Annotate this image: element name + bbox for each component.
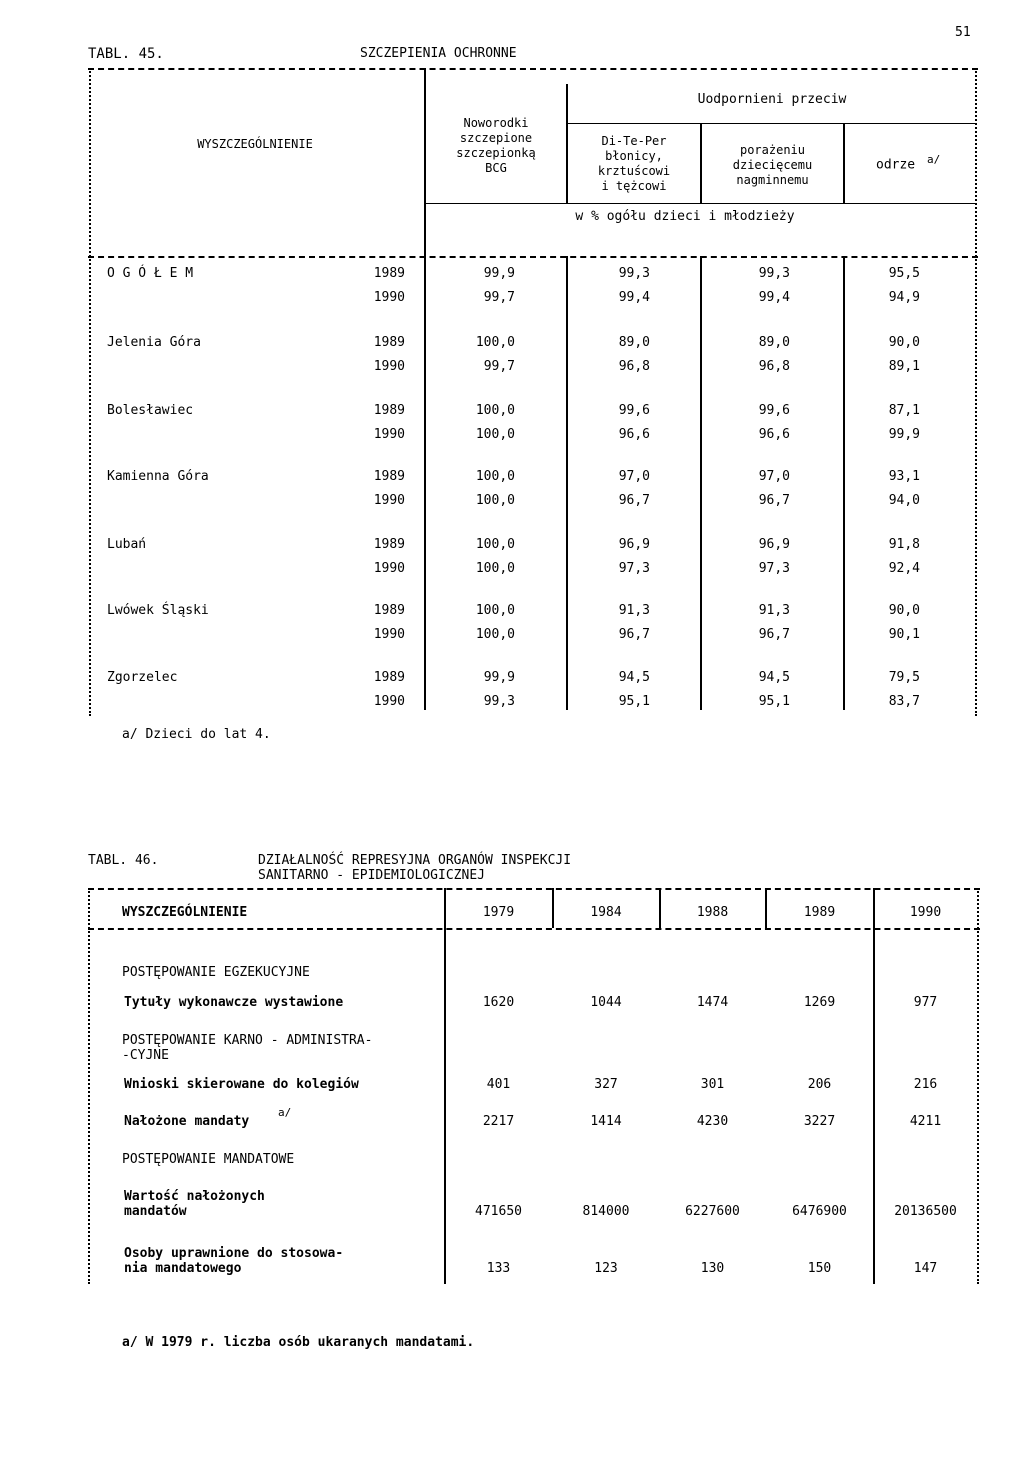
- polio-value: 99,4: [758, 290, 790, 305]
- measles-value: 87,1: [888, 403, 920, 418]
- dtp-value: 96,7: [618, 493, 650, 508]
- table45-left-border: [89, 68, 91, 716]
- bcg-value: 100,0: [475, 561, 515, 576]
- table45-footnote: a/ Dzieci do lat 4.: [122, 727, 271, 742]
- value-cell: 206: [807, 1077, 832, 1092]
- table45-polio-header: porażeniu dziecięcemu nagminnemu: [732, 143, 813, 187]
- value-cell: 1414: [590, 1114, 622, 1129]
- section-heading: POSTĘPOWANIE MANDATOWE: [122, 1152, 295, 1167]
- bcg-value: 99,9: [483, 670, 515, 685]
- polio-value: 96,7: [758, 493, 790, 508]
- measles-value: 79,5: [888, 670, 920, 685]
- table45-stub-header: WYSZCZEGÓLNIENIE: [197, 137, 313, 151]
- measles-value: 90,1: [888, 627, 920, 642]
- polio-value: 96,7: [758, 627, 790, 642]
- year-cell: 1989: [373, 603, 405, 618]
- row-label: mandatów: [124, 1204, 187, 1219]
- bcg-value: 100,0: [475, 335, 515, 350]
- bcg-value: 99,7: [483, 359, 515, 374]
- bcg-value: 100,0: [475, 493, 515, 508]
- region-name: Lubań: [107, 537, 147, 552]
- page-number: 51: [955, 25, 971, 40]
- measles-value: 95,5: [888, 266, 920, 281]
- year-cell: 1989: [373, 537, 405, 552]
- year-cell: 1990: [373, 561, 405, 576]
- year-header: 1989: [803, 905, 836, 920]
- table45-title: SZCZEPIENIA OCHRONNE: [360, 46, 517, 61]
- measles-value: 90,0: [888, 603, 920, 618]
- table45-col-divider: [843, 123, 845, 203]
- table45-right-border: [975, 68, 977, 716]
- value-cell: 3227: [803, 1114, 836, 1129]
- bcg-value: 100,0: [475, 427, 515, 442]
- polio-value: 89,0: [758, 335, 790, 350]
- value-cell: 150: [807, 1261, 832, 1276]
- year-header: 1984: [590, 905, 622, 920]
- table45-top-rule: [88, 68, 978, 70]
- bcg-value: 99,7: [483, 290, 515, 305]
- year-header: 1988: [696, 905, 729, 920]
- table46-title-line1: DZIAŁALNOŚĆ REPRESYJNA ORGANÓW INSPEKCJI: [258, 853, 572, 868]
- year-cell: 1989: [373, 469, 405, 484]
- section-heading: -CYJNE: [122, 1048, 169, 1063]
- table45-unit-header: w % ogółu dzieci i młodzieży: [575, 209, 795, 224]
- table45-group-header: Uodpornieni przeciw: [697, 92, 847, 107]
- value-cell: 1269: [803, 995, 836, 1010]
- bcg-value: 100,0: [475, 627, 515, 642]
- year-cell: 1990: [373, 493, 405, 508]
- measles-value: 94,9: [888, 290, 920, 305]
- value-cell: 147: [913, 1261, 938, 1276]
- measles-value: 94,0: [888, 493, 920, 508]
- footnote-marker: a/: [278, 1106, 292, 1119]
- footnote-marker: a/: [926, 153, 941, 166]
- value-cell: 977: [913, 995, 938, 1010]
- section-heading: POSTĘPOWANIE EGZEKUCYJNE: [122, 965, 310, 980]
- polio-value: 99,6: [758, 403, 790, 418]
- bcg-value: 100,0: [475, 403, 515, 418]
- value-cell: 6476900: [792, 1204, 847, 1219]
- value-cell: 123: [594, 1261, 618, 1276]
- value-cell: 133: [486, 1261, 511, 1276]
- value-cell: 4230: [696, 1114, 729, 1129]
- table46-left-border: [88, 888, 90, 1284]
- measles-value: 90,0: [888, 335, 920, 350]
- row-label: nia mandatowego: [124, 1261, 242, 1276]
- table45-unit-rule: [425, 203, 977, 204]
- dtp-value: 97,3: [618, 561, 650, 576]
- value-cell: 814000: [582, 1204, 630, 1219]
- region-name: Jelenia Góra: [107, 335, 201, 350]
- year-header: 1979: [482, 905, 515, 920]
- value-cell: 471650: [475, 1204, 522, 1219]
- year-cell: 1989: [373, 670, 405, 685]
- value-cell: 1474: [696, 995, 729, 1010]
- value-cell: 401: [486, 1077, 511, 1092]
- value-cell: 327: [594, 1077, 618, 1092]
- table45-measles-header: odrze $^{a/}$: [876, 153, 941, 173]
- table45-label: TABL. 45.: [88, 46, 164, 62]
- polio-value: 99,3: [758, 266, 790, 281]
- region-name: Kamienna Góra: [107, 469, 209, 484]
- measles-value: 99,9: [888, 427, 920, 442]
- bcg-value: 100,0: [475, 603, 515, 618]
- year-cell: 1990: [373, 290, 405, 305]
- polio-value: 97,3: [758, 561, 790, 576]
- value-cell: 6227600: [685, 1204, 740, 1219]
- table46-footnote: a/ W 1979 r. liczba osób ukaranych mandatami.: [122, 1335, 475, 1350]
- table46-title-line2: SANITARNO - EPIDEMIOLOGICZNEJ: [258, 868, 485, 883]
- polio-value: 95,1: [758, 694, 790, 709]
- measles-value: 91,8: [888, 537, 920, 552]
- measles-value: 93,1: [888, 469, 920, 484]
- value-cell: 2217: [482, 1114, 515, 1129]
- table45-group-rule: [567, 123, 977, 124]
- table46-stub-header: WYSZCZEGÓLNIENIE: [122, 905, 248, 920]
- dtp-value: 95,1: [618, 694, 650, 709]
- table46-top-rule: [88, 888, 980, 890]
- polio-value: 97,0: [758, 469, 790, 484]
- dtp-value: 99,6: [618, 403, 650, 418]
- bcg-value: 100,0: [475, 469, 515, 484]
- row-label: Wnioski skierowane do kolegiów: [124, 1077, 359, 1092]
- row-label: Tytuły wykonawcze wystawione: [124, 995, 344, 1010]
- year-cell: 1990: [373, 427, 405, 442]
- row-label: Osoby uprawnione do stosowa-: [124, 1246, 344, 1261]
- region-name: Lwówek Śląski: [107, 603, 209, 618]
- value-cell: 130: [700, 1261, 725, 1276]
- table46-label: TABL. 46.: [88, 853, 159, 868]
- value-cell: 216: [913, 1077, 938, 1092]
- dtp-value: 94,5: [618, 670, 650, 685]
- measles-value: 92,4: [888, 561, 920, 576]
- table45-col-divider: [566, 256, 568, 710]
- polio-value: 96,6: [758, 427, 790, 442]
- table45-col-divider: [700, 256, 702, 710]
- year-header: 1990: [909, 905, 942, 920]
- dtp-value: 91,3: [618, 603, 650, 618]
- row-label: Wartość nałożonych: [124, 1189, 265, 1204]
- value-cell: 20136500: [894, 1204, 957, 1219]
- bcg-value: 100,0: [475, 537, 515, 552]
- polio-value: 94,5: [758, 670, 790, 685]
- table46-header-rule: [88, 928, 980, 930]
- row-label: Nałożone mandaty: [124, 1114, 250, 1129]
- dtp-value: 96,9: [618, 537, 650, 552]
- value-cell: 301: [700, 1077, 725, 1092]
- table46-right-border: [977, 888, 979, 1284]
- region-name: O G Ó Ł E M: [107, 266, 194, 281]
- dtp-value: 96,8: [618, 359, 650, 374]
- year-cell: 1989: [373, 335, 405, 350]
- polio-value: 96,8: [758, 359, 790, 374]
- value-cell: 1044: [590, 995, 622, 1010]
- dtp-value: 96,7: [618, 627, 650, 642]
- value-cell: 4211: [909, 1114, 942, 1129]
- dtp-value: 89,0: [618, 335, 650, 350]
- measles-value: 89,1: [888, 359, 920, 374]
- table45-dtp-header: Di-Te-Per błonicy, krztuścowi i tężcowi: [597, 134, 671, 193]
- section-heading: POSTĘPOWANIE KARNO - ADMINISTRA-: [122, 1033, 373, 1048]
- table45-bcg-header: Noworodki szczepione szczepionką BCG: [456, 116, 536, 175]
- dtp-value: 96,6: [618, 427, 650, 442]
- table45-col-divider: [843, 256, 845, 710]
- year-cell: 1990: [373, 694, 405, 709]
- dtp-value: 99,3: [618, 266, 650, 281]
- year-cell: 1990: [373, 627, 405, 642]
- polio-value: 91,3: [758, 603, 790, 618]
- polio-value: 96,9: [758, 537, 790, 552]
- dtp-value: 99,4: [618, 290, 650, 305]
- bcg-value: 99,3: [483, 694, 515, 709]
- year-cell: 1989: [373, 266, 405, 281]
- region-name: Bolesławiec: [107, 403, 194, 418]
- region-name: Zgorzelec: [107, 670, 178, 685]
- year-cell: 1990: [373, 359, 405, 374]
- dtp-value: 97,0: [618, 469, 650, 484]
- bcg-value: 99,9: [483, 266, 515, 281]
- year-cell: 1989: [373, 403, 405, 418]
- measles-value: 83,7: [888, 694, 920, 709]
- value-cell: 1620: [482, 995, 515, 1010]
